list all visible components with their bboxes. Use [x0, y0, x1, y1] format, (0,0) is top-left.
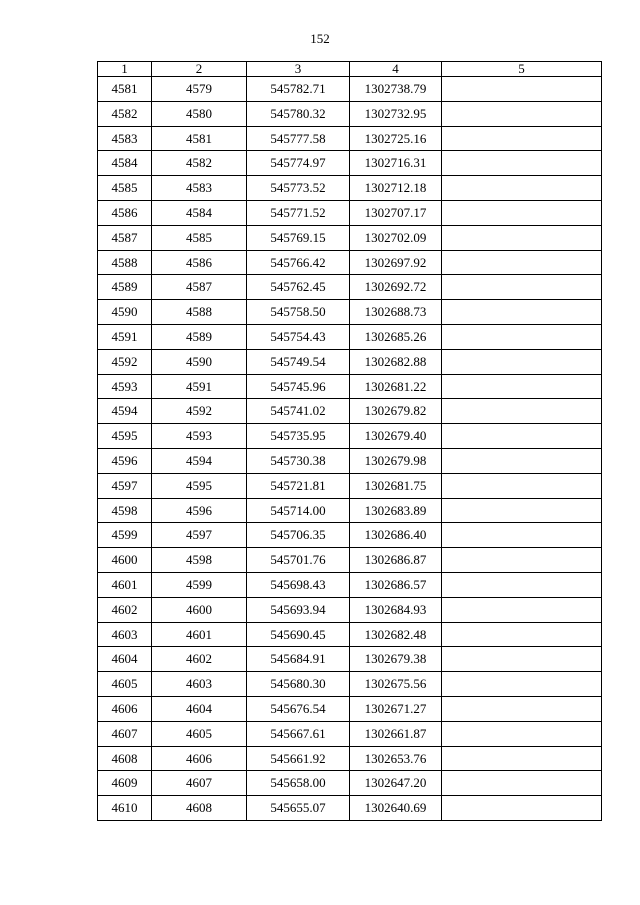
table-cell-col-1: 4605: [98, 672, 152, 697]
table-cell-col-5: [442, 498, 602, 523]
header-col-3: 3: [247, 62, 350, 77]
table-cell-col-2: 4599: [152, 572, 247, 597]
table-cell-col-1: 4603: [98, 622, 152, 647]
header-col-5: 5: [442, 62, 602, 77]
table-cell-col-2: 4603: [152, 672, 247, 697]
table-cell-col-2: 4600: [152, 597, 247, 622]
header-col-4: 4: [350, 62, 442, 77]
table-cell-col-3: 545698.43: [247, 572, 350, 597]
table-cell-col-3: 545730.38: [247, 448, 350, 473]
table-cell-col-2: 4596: [152, 498, 247, 523]
table-cell-col-5: [442, 523, 602, 548]
table-row: [98, 225, 602, 250]
table-cell-col-1: 4607: [98, 721, 152, 746]
table-cell-col-3: 545749.54: [247, 349, 350, 374]
table-row: [98, 746, 602, 771]
table-cell-col-4: 1302679.82: [350, 399, 442, 424]
table-cell-col-3: 545777.58: [247, 126, 350, 151]
header-col-1: 1: [98, 62, 152, 77]
table-cell-col-4: 1302684.93: [350, 597, 442, 622]
table-cell-col-3: 545714.00: [247, 498, 350, 523]
table-cell-col-5: [442, 374, 602, 399]
table-cell-col-1: 4592: [98, 349, 152, 374]
table-cell-col-2: 4585: [152, 225, 247, 250]
table-cell-col-5: [442, 548, 602, 573]
table-cell-col-5: [442, 324, 602, 349]
table-cell-col-1: 4585: [98, 176, 152, 201]
table-cell-col-3: 545684.91: [247, 647, 350, 672]
table-row: [98, 126, 602, 151]
table-cell-col-4: 1302685.26: [350, 324, 442, 349]
table-cell-col-1: 4597: [98, 473, 152, 498]
table-row: [98, 151, 602, 176]
table-row: [98, 399, 602, 424]
table-cell-col-2: 4606: [152, 746, 247, 771]
table-cell-col-1: 4595: [98, 424, 152, 449]
table-cell-col-2: 4581: [152, 126, 247, 151]
table-cell-col-3: 545680.30: [247, 672, 350, 697]
table-row: [98, 523, 602, 548]
table-row: [98, 250, 602, 275]
table-cell-col-4: 1302675.56: [350, 672, 442, 697]
table-cell-col-1: 4604: [98, 647, 152, 672]
table-row: [98, 622, 602, 647]
page-number: 152: [310, 31, 330, 46]
table-row: [98, 498, 602, 523]
table-cell-col-1: 4596: [98, 448, 152, 473]
table-cell-col-3: 545658.00: [247, 771, 350, 796]
table-row: [98, 473, 602, 498]
table-cell-col-3: 545762.45: [247, 275, 350, 300]
table-row: [98, 200, 602, 225]
table-cell-col-4: 1302647.20: [350, 771, 442, 796]
table-cell-col-1: 4601: [98, 572, 152, 597]
table-cell-col-2: 4583: [152, 176, 247, 201]
table-row: [98, 771, 602, 796]
table-cell-col-4: 1302640.69: [350, 796, 442, 821]
table-row: [98, 572, 602, 597]
table-cell-col-1: 4609: [98, 771, 152, 796]
table-cell-col-5: [442, 275, 602, 300]
table-cell-col-3: 545676.54: [247, 696, 350, 721]
table-cell-col-4: 1302688.73: [350, 300, 442, 325]
table-cell-col-4: 1302707.17: [350, 200, 442, 225]
table-cell-col-3: 545782.71: [247, 77, 350, 102]
table-cell-col-5: [442, 696, 602, 721]
table-header: [98, 62, 602, 77]
table-row: [98, 597, 602, 622]
table-cell-col-1: 4581: [98, 77, 152, 102]
table-cell-col-3: 545667.61: [247, 721, 350, 746]
table-cell-col-2: 4589: [152, 324, 247, 349]
table-cell-col-1: 4588: [98, 250, 152, 275]
table-cell-col-3: 545774.97: [247, 151, 350, 176]
table-row: [98, 448, 602, 473]
table-cell-col-1: 4586: [98, 200, 152, 225]
table-cell-col-2: 4588: [152, 300, 247, 325]
table-cell-col-1: 4599: [98, 523, 152, 548]
table-cell-col-4: 1302686.40: [350, 523, 442, 548]
table-row: [98, 721, 602, 746]
table-cell-col-4: 1302692.72: [350, 275, 442, 300]
table-cell-col-5: [442, 622, 602, 647]
table-row: [98, 275, 602, 300]
table-cell-col-4: 1302671.27: [350, 696, 442, 721]
table-cell-col-1: 4610: [98, 796, 152, 821]
table-row: [98, 324, 602, 349]
table-cell-col-3: 545701.76: [247, 548, 350, 573]
table-cell-col-2: 4595: [152, 473, 247, 498]
table-cell-col-5: [442, 349, 602, 374]
table-row: [98, 300, 602, 325]
table-cell-col-5: [442, 300, 602, 325]
table-row: [98, 77, 602, 102]
table-row: [98, 424, 602, 449]
table-cell-col-2: 4608: [152, 796, 247, 821]
table-cell-col-4: 1302681.75: [350, 473, 442, 498]
table-cell-col-1: 4598: [98, 498, 152, 523]
table-cell-col-3: 545758.50: [247, 300, 350, 325]
table-cell-col-2: 4586: [152, 250, 247, 275]
table-cell-col-5: [442, 672, 602, 697]
table-cell-col-4: 1302653.76: [350, 746, 442, 771]
table-cell-col-5: [442, 647, 602, 672]
table-cell-col-5: [442, 200, 602, 225]
table-cell-col-1: 4608: [98, 746, 152, 771]
table-cell-col-3: 545706.35: [247, 523, 350, 548]
table-cell-col-3: 545773.52: [247, 176, 350, 201]
table-cell-col-5: [442, 101, 602, 126]
table-cell-col-4: 1302683.89: [350, 498, 442, 523]
table-cell-col-1: 4594: [98, 399, 152, 424]
table-cell-col-3: 545690.45: [247, 622, 350, 647]
table-row: [98, 349, 602, 374]
table-cell-col-2: 4587: [152, 275, 247, 300]
coordinates-table: [97, 61, 602, 821]
table-cell-col-4: 1302682.48: [350, 622, 442, 647]
table-cell-col-5: [442, 126, 602, 151]
table-cell-col-3: 545745.96: [247, 374, 350, 399]
table-body: [98, 77, 602, 821]
table-cell-col-1: 4582: [98, 101, 152, 126]
table-cell-col-2: 4580: [152, 101, 247, 126]
table-cell-col-4: 1302686.57: [350, 572, 442, 597]
table-row: [98, 796, 602, 821]
table-cell-col-3: 545721.81: [247, 473, 350, 498]
table-cell-col-1: 4584: [98, 151, 152, 176]
table-cell-col-2: 4582: [152, 151, 247, 176]
table-cell-col-1: 4583: [98, 126, 152, 151]
table-cell-col-5: [442, 399, 602, 424]
table-cell-col-4: 1302681.22: [350, 374, 442, 399]
table-cell-col-5: [442, 771, 602, 796]
table-cell-col-2: 4579: [152, 77, 247, 102]
table-cell-col-2: 4590: [152, 349, 247, 374]
table-row: [98, 548, 602, 573]
table-cell-col-4: 1302712.18: [350, 176, 442, 201]
table-cell-col-1: 4606: [98, 696, 152, 721]
table-cell-col-4: 1302702.09: [350, 225, 442, 250]
table-cell-col-3: 545769.15: [247, 225, 350, 250]
table-cell-col-5: [442, 151, 602, 176]
table-row: [98, 374, 602, 399]
table-cell-col-4: 1302716.31: [350, 151, 442, 176]
table-cell-col-3: 545655.07: [247, 796, 350, 821]
table-cell-col-3: 545754.43: [247, 324, 350, 349]
table-cell-col-2: 4605: [152, 721, 247, 746]
table-cell-col-5: [442, 176, 602, 201]
table-cell-col-4: 1302732.95: [350, 101, 442, 126]
table-row: [98, 647, 602, 672]
table-cell-col-5: [442, 77, 602, 102]
table-cell-col-4: 1302661.87: [350, 721, 442, 746]
table-cell-col-5: [442, 448, 602, 473]
table-cell-col-2: 4594: [152, 448, 247, 473]
table-cell-col-1: 4593: [98, 374, 152, 399]
table-cell-col-2: 4597: [152, 523, 247, 548]
table-cell-col-3: 545780.32: [247, 101, 350, 126]
table-cell-col-5: [442, 424, 602, 449]
table-cell-col-4: 1302686.87: [350, 548, 442, 573]
table-cell-col-2: 4601: [152, 622, 247, 647]
table-cell-col-5: [442, 473, 602, 498]
table-cell-col-1: 4602: [98, 597, 152, 622]
table-cell-col-3: 545661.92: [247, 746, 350, 771]
table-cell-col-5: [442, 572, 602, 597]
table-cell-col-3: 545693.94: [247, 597, 350, 622]
table-cell-col-4: 1302697.92: [350, 250, 442, 275]
table-cell-col-2: 4598: [152, 548, 247, 573]
table-cell-col-4: 1302738.79: [350, 77, 442, 102]
table-cell-col-2: 4591: [152, 374, 247, 399]
table-cell-col-3: 545735.95: [247, 424, 350, 449]
table-cell-col-1: 4600: [98, 548, 152, 573]
table-cell-col-2: 4602: [152, 647, 247, 672]
table-cell-col-4: 1302725.16: [350, 126, 442, 151]
table-cell-col-5: [442, 225, 602, 250]
table-cell-col-1: 4591: [98, 324, 152, 349]
table-cell-col-4: 1302679.38: [350, 647, 442, 672]
table-cell-col-1: 4589: [98, 275, 152, 300]
table-row: [98, 176, 602, 201]
table-cell-col-3: 545771.52: [247, 200, 350, 225]
table-cell-col-1: 4587: [98, 225, 152, 250]
table-row: [98, 672, 602, 697]
table-cell-col-5: [442, 721, 602, 746]
header-row: [98, 62, 602, 77]
table-cell-col-2: 4593: [152, 424, 247, 449]
table-cell-col-5: [442, 250, 602, 275]
table-cell-col-4: 1302679.40: [350, 424, 442, 449]
table-cell-col-5: [442, 597, 602, 622]
table-cell-col-2: 4607: [152, 771, 247, 796]
table-cell-col-2: 4604: [152, 696, 247, 721]
table-cell-col-1: 4590: [98, 300, 152, 325]
table-cell-col-4: 1302679.98: [350, 448, 442, 473]
table-cell-col-3: 545766.42: [247, 250, 350, 275]
table-cell-col-2: 4592: [152, 399, 247, 424]
table-row: [98, 696, 602, 721]
table-cell-col-5: [442, 796, 602, 821]
table-cell-col-5: [442, 746, 602, 771]
table-cell-col-2: 4584: [152, 200, 247, 225]
header-col-2: 2: [152, 62, 247, 77]
table-cell-col-3: 545741.02: [247, 399, 350, 424]
table-cell-col-4: 1302682.88: [350, 349, 442, 374]
table-row: [98, 101, 602, 126]
